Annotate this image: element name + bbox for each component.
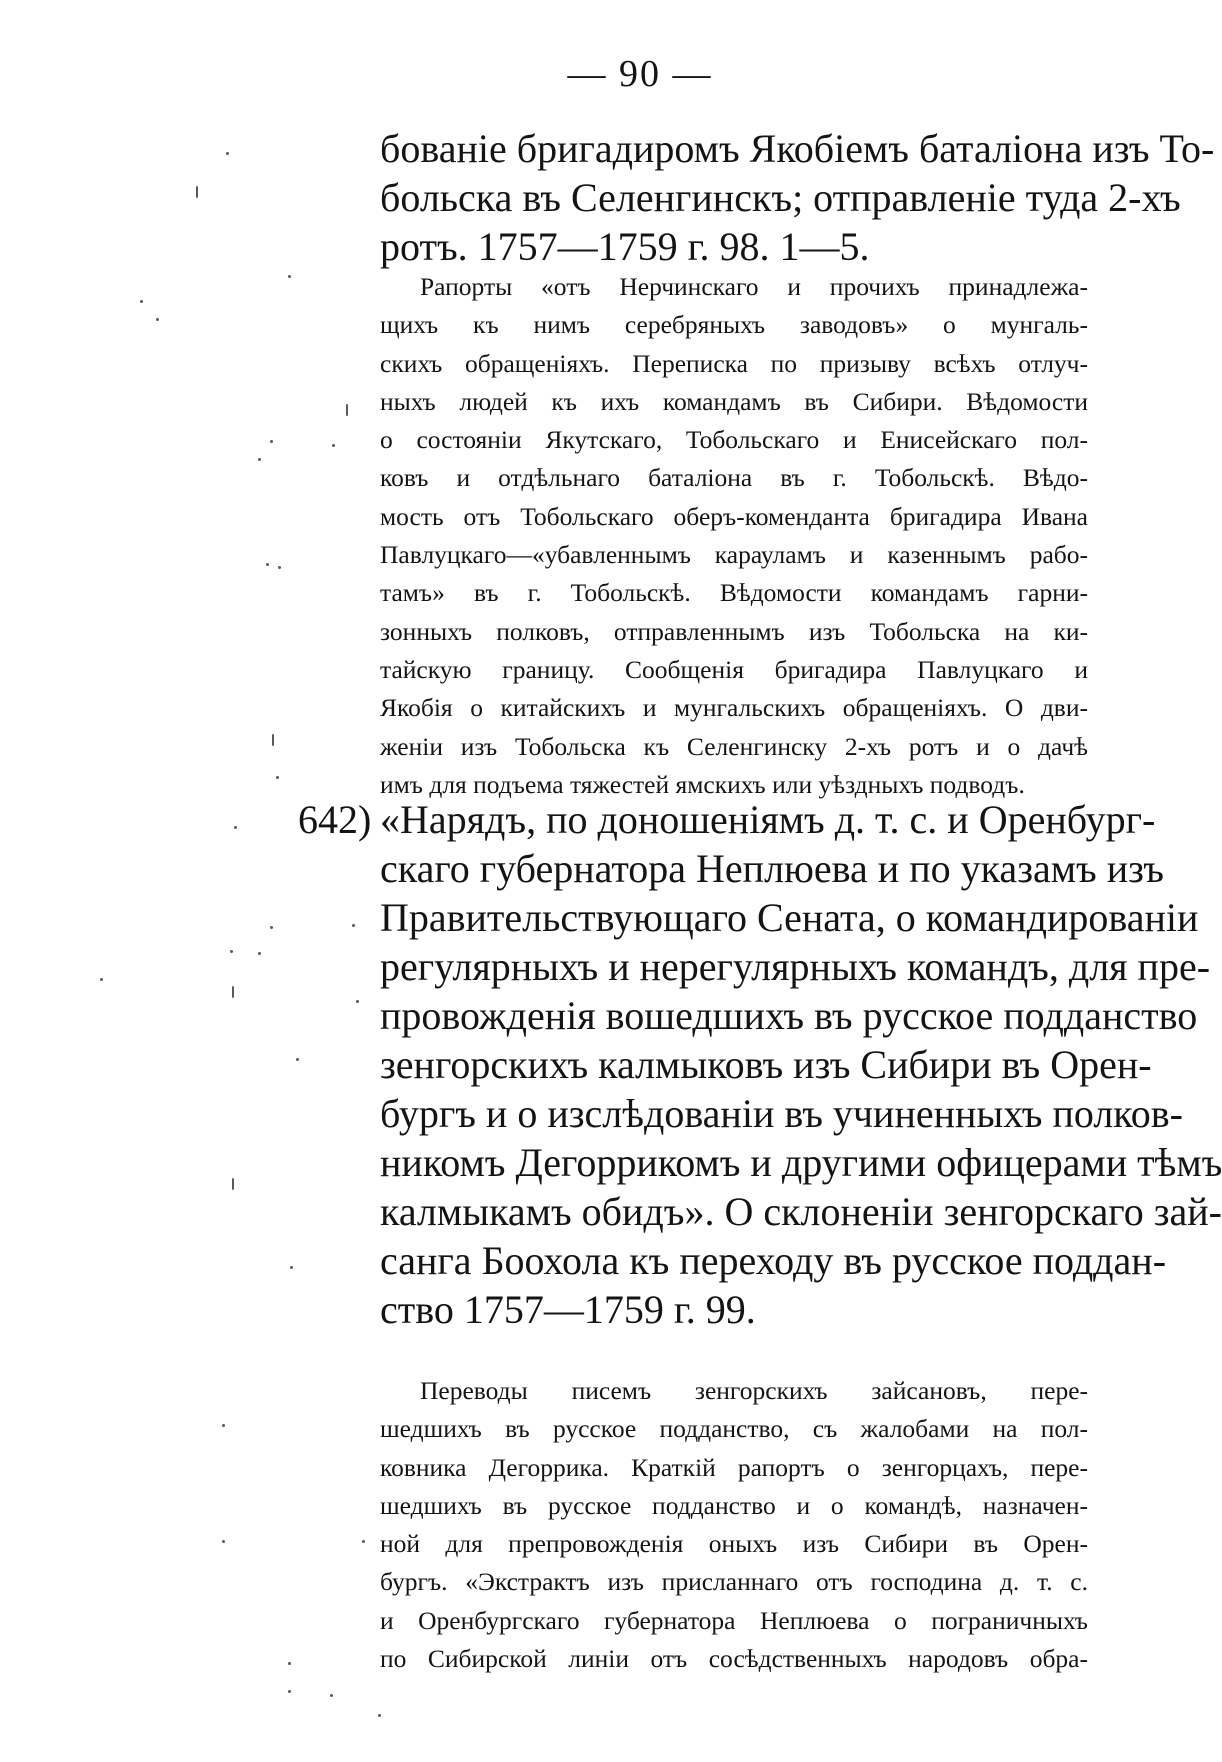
body-line: женіи изъ Тобольска къ Селенгинску 2-хъ ротъ и о дачѣ xyxy=(380,731,1088,761)
body-line: о состояніи Якутскаго, Тобольскаго и Енисейскаго пол- xyxy=(380,425,1088,455)
scan-speck xyxy=(352,924,355,927)
heading-line: санга Боохола къ переходу въ русское поддан- xyxy=(380,1238,1167,1283)
scan-speck xyxy=(270,926,273,929)
heading-line: скаго губернатора Неплюева и по указамъ изъ xyxy=(380,846,1164,891)
heading-line: больска въ Селенгинскъ; отправленіе туда 2-хъ xyxy=(380,175,1181,220)
body-line: по Сибирской линіи отъ сосѣдственныхъ народовъ обра- xyxy=(380,1644,1088,1674)
scan-speck xyxy=(266,563,269,566)
entry-642-number: 642) xyxy=(298,797,372,842)
scan-speck xyxy=(196,186,198,198)
heading-line: «Нарядъ, по доношеніямъ д. т. с. и Оренбург- xyxy=(380,797,1156,842)
scan-speck xyxy=(288,1690,291,1693)
heading-line: провожденія вошедшихъ въ русское подданство xyxy=(380,993,1198,1038)
heading-line: ротъ. 1757—1759 г. 98. 1—5. xyxy=(380,224,870,269)
heading-line: Правительствующаго Сената, о командированіи xyxy=(380,895,1199,940)
scan-speck xyxy=(362,1540,365,1543)
scan-speck xyxy=(222,1540,225,1543)
scan-speck xyxy=(270,440,273,443)
body-line: Рапорты «отъ Нерчинскаго и прочихъ принадлежа- xyxy=(420,272,1088,301)
entry-642-body xyxy=(380,1372,1088,1678)
body-line: Якобія о китайскихъ и мунгальскихъ обращеніяхъ. О дви- xyxy=(380,693,1088,723)
scan-speck xyxy=(230,950,233,953)
heading-line: бованіе бригадиромъ Якобіемъ баталіона изъ То- xyxy=(380,126,1215,171)
entry-641-body xyxy=(380,268,1088,804)
scan-speck xyxy=(232,986,234,998)
body-line: мость отъ Тобольскаго оберъ-коменданта бригадира Ивана xyxy=(380,501,1088,531)
scan-speck xyxy=(332,444,335,447)
body-line: и Оренбургскаго губернатора Неплюева о пограничныхъ xyxy=(380,1605,1088,1635)
scan-speck xyxy=(226,152,229,155)
body-line: шедшихъ въ русское подданство, съ жалобами на пол- xyxy=(380,1414,1088,1444)
body-line: шедшихъ въ русское подданство и о командѣ, назначен- xyxy=(380,1490,1088,1520)
scan-speck xyxy=(222,1424,225,1427)
scan-speck xyxy=(232,1178,234,1190)
body-line: Переводы писемъ зенгорскихъ зайсановъ, пере- xyxy=(420,1376,1088,1405)
body-line: бургъ. «Экстрактъ изъ присланнаго отъ господина д. т. с. xyxy=(380,1567,1088,1597)
scan-speck xyxy=(156,318,159,321)
body-line: скихъ обращеніяхъ. Переписка по призыву всѣхъ отлуч- xyxy=(380,348,1088,378)
scan-speck xyxy=(258,952,261,955)
scan-speck xyxy=(100,978,103,981)
scan-speck xyxy=(346,404,348,416)
scan-speck xyxy=(296,1058,299,1061)
body-line: щихъ къ нимъ серебряныхъ заводовъ» о мунгаль- xyxy=(380,310,1088,340)
scan-speck xyxy=(258,458,261,461)
heading-line: никомъ Дегоррикомъ и другими офицерами тѣмъ xyxy=(380,1140,1222,1185)
body-line: ныхъ людей къ ихъ командамъ въ Сибири. Вѣдомости xyxy=(380,386,1088,416)
scan-speck xyxy=(288,275,291,278)
scan-speck xyxy=(272,734,274,746)
scan-speck xyxy=(276,776,279,779)
body-line: Павлуцкаго—«убавленнымъ карауламъ и казеннымъ рабо- xyxy=(380,540,1088,570)
body-line: ной для препровожденія оныхъ изъ Сибири въ Орен- xyxy=(380,1529,1088,1559)
heading-line: регулярныхъ и нерегулярныхъ командъ, для пре- xyxy=(380,944,1211,989)
heading-line: калмыкамъ обидъ». О склоненіи зенгорскаго зай- xyxy=(380,1189,1222,1234)
scan-speck xyxy=(234,826,237,829)
body-line: ковъ и отдѣльнаго баталіона въ г. Тобольскѣ. Вѣдо- xyxy=(380,463,1088,493)
heading-line: бургъ и о изслѣдованіи въ учиненныхъ полков- xyxy=(380,1091,1183,1136)
scan-speck xyxy=(140,300,143,303)
heading-line: ство 1757—1759 г. 99. xyxy=(380,1287,756,1332)
scan-speck xyxy=(290,1266,293,1269)
entry-642-heading xyxy=(380,795,1222,1334)
scan-speck xyxy=(330,1694,333,1697)
body-line: тайскую границу. Сообщенія бригадира Павлуцкаго и xyxy=(380,654,1088,684)
body-line: зонныхъ полковъ, отправленнымъ изъ Тобольска на ки- xyxy=(380,616,1088,646)
scan-speck xyxy=(278,566,281,569)
heading-line: зенгорскихъ калмыковъ изъ Сибири въ Орен- xyxy=(380,1042,1152,1087)
page-number: — 90 — xyxy=(567,53,713,95)
entry-641-heading xyxy=(380,124,1215,271)
scan-speck xyxy=(378,1714,381,1717)
body-line: тамъ» въ г. Тобольскѣ. Вѣдомости командамъ гарни- xyxy=(380,578,1088,608)
body-line: имъ для подъема тяжестей ямскихъ или уѣздныхъ подводъ. xyxy=(380,769,1025,799)
body-line: ковника Дегоррика. Краткій рапортъ о зенгорцахъ, пере- xyxy=(380,1452,1088,1482)
scan-speck xyxy=(288,1662,291,1665)
scan-speck xyxy=(356,1000,359,1003)
